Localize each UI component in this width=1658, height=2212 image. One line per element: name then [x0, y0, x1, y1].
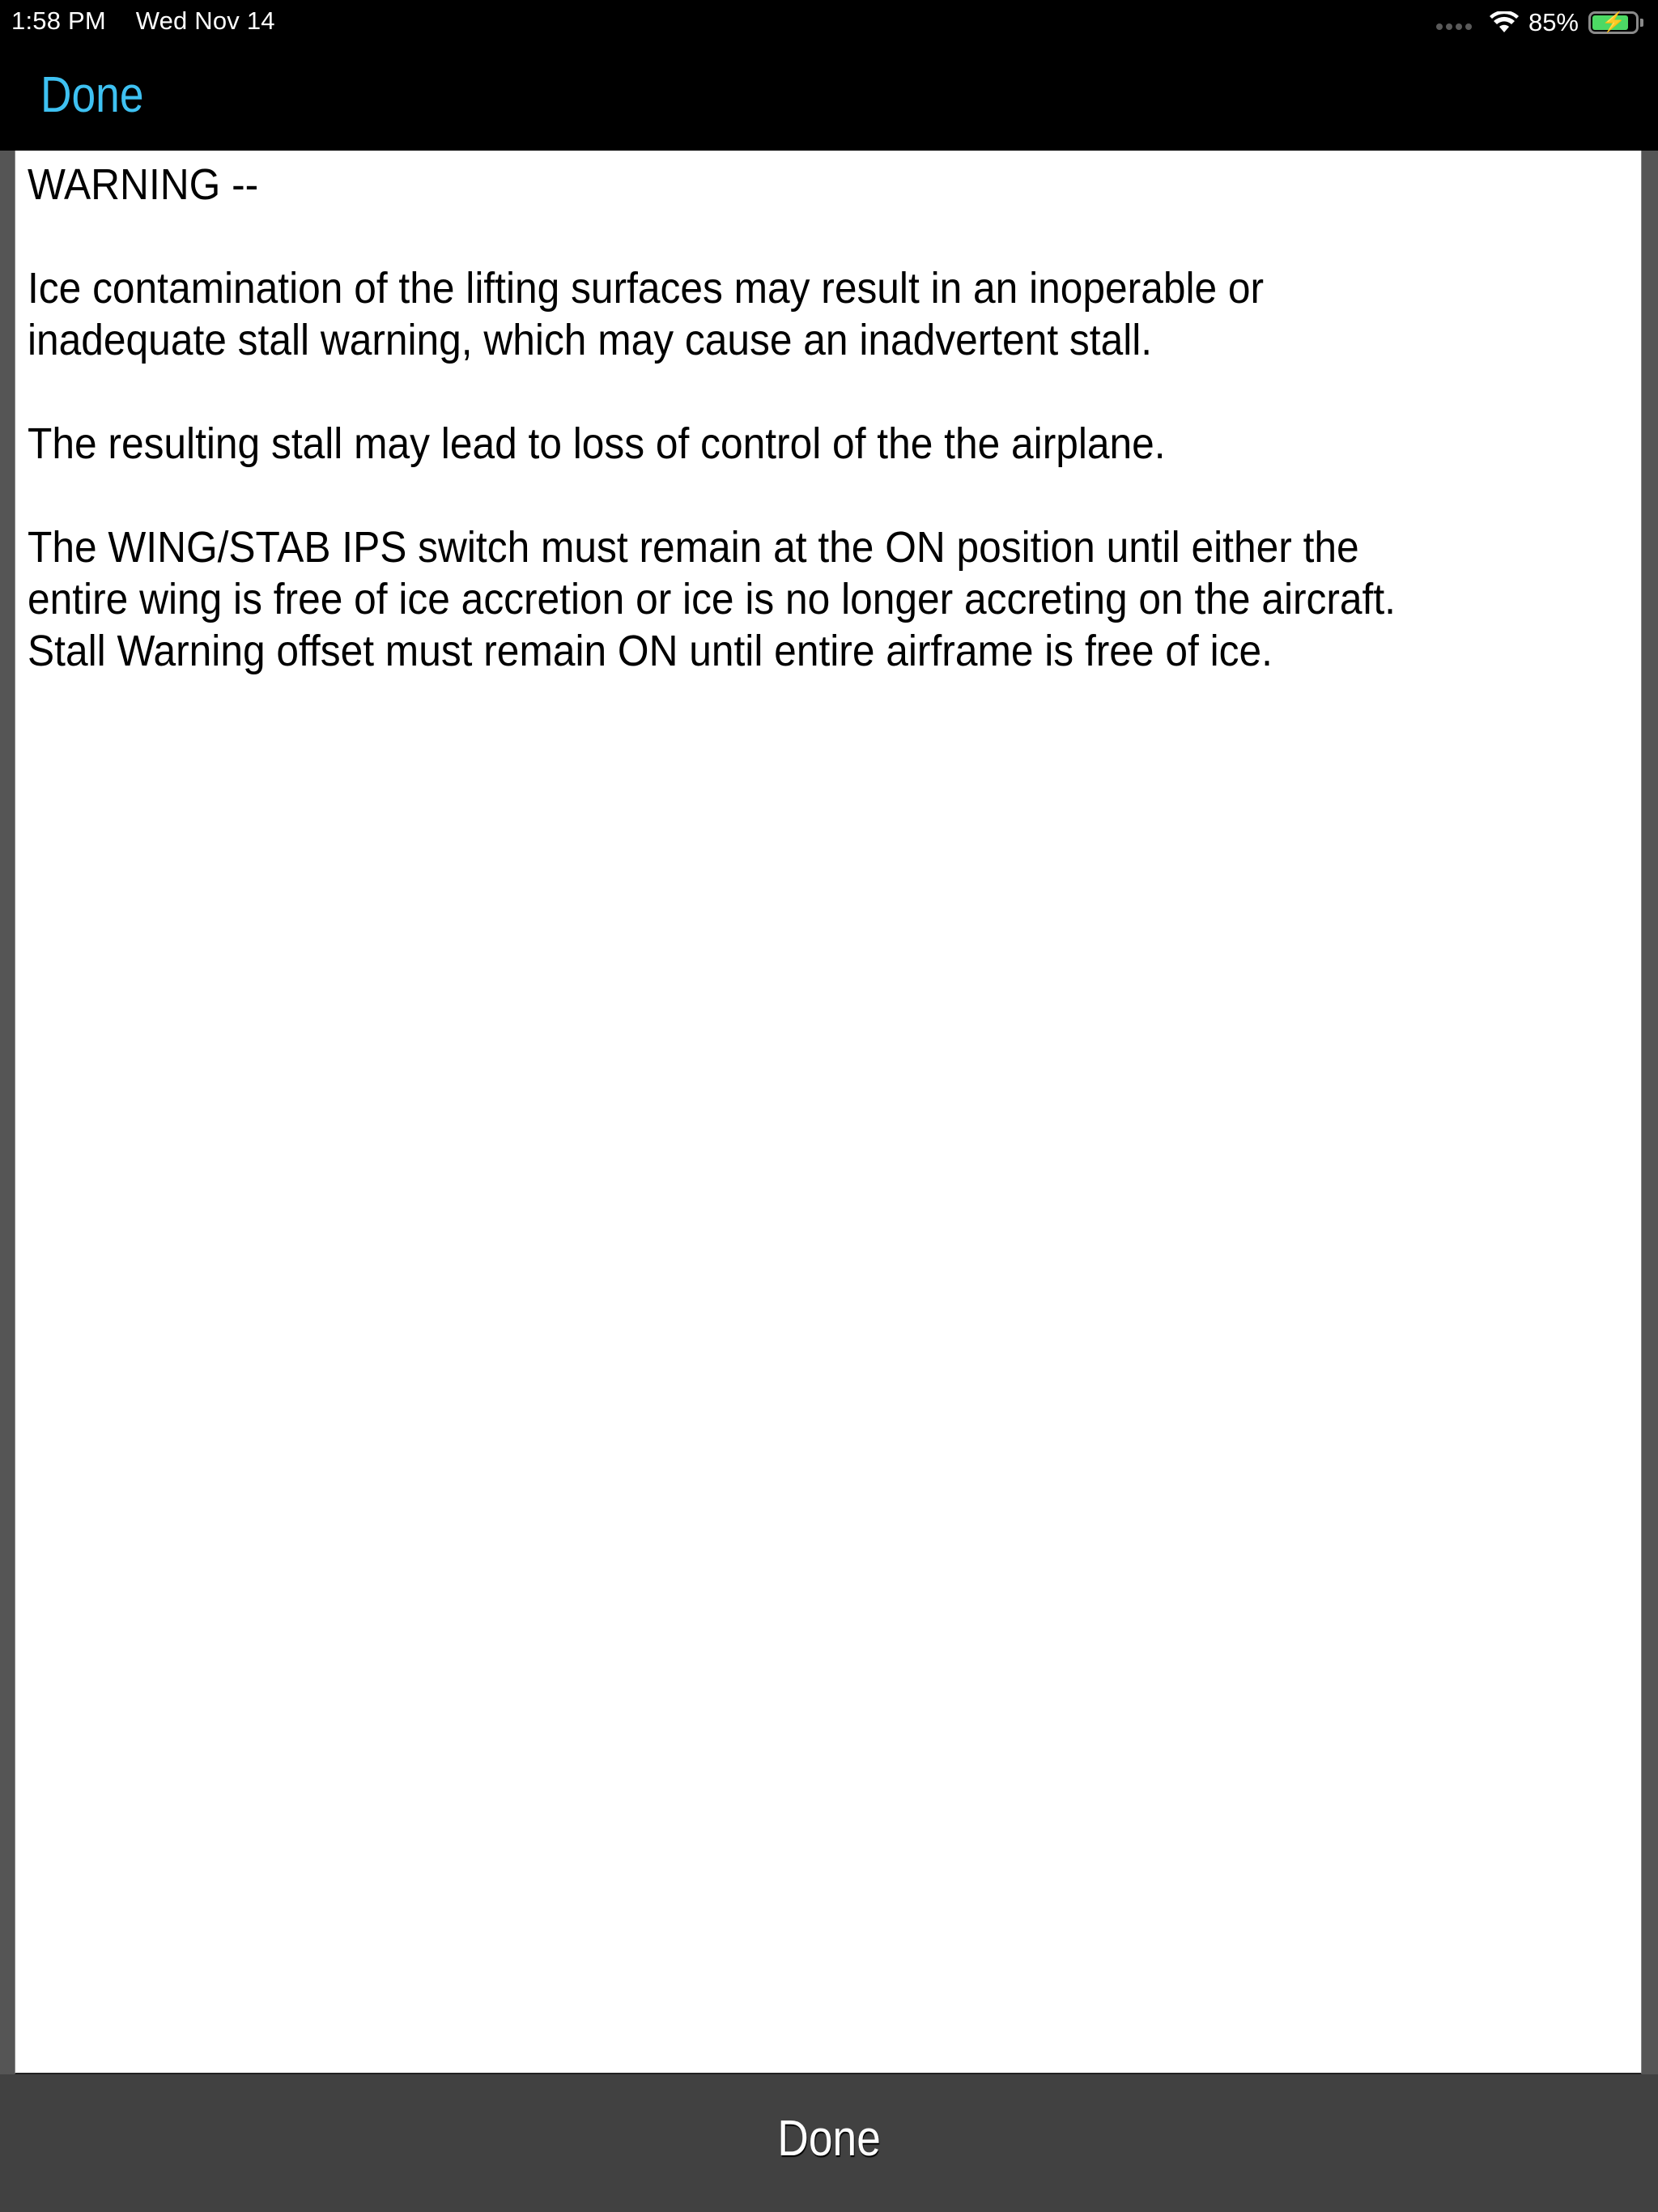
done-button-top[interactable]: Done: [40, 67, 144, 123]
document-view[interactable]: [15, 151, 1642, 2074]
text-line: entire wing is free of ice accretion or ice is no longer accreting on the aircraft.: [28, 575, 1396, 623]
text-line: Ice contamination of the lifting surfaces may result in an inoperable or: [28, 264, 1265, 313]
battery-tip: [1640, 19, 1643, 27]
paragraph-ips-switch: [28, 521, 1629, 677]
bottom-toolbar: [0, 2074, 1658, 2212]
cellular-signal-icon: [1436, 23, 1472, 30]
text-line: The WING/STAB IPS switch must remain at the ON position until either the: [28, 523, 1359, 572]
status-date: Wed Nov 14: [135, 6, 275, 35]
done-button-bottom[interactable]: Done: [777, 2110, 881, 2167]
navigation-bar: [0, 45, 1658, 151]
warning-heading: WARNING --: [28, 160, 259, 209]
wifi-icon: [1490, 11, 1519, 34]
text-line: inadequate stall warning, which may cause an inadvertent stall.: [28, 316, 1153, 364]
text-line: Stall Warning offset must remain ON until entire airframe is free of ice.: [28, 627, 1273, 675]
document-text: [28, 159, 1629, 677]
status-indicators: [1436, 6, 1643, 39]
status-time: 1:58 PM: [11, 6, 106, 35]
battery-percent: 85%: [1528, 8, 1579, 36]
paragraph-ice-contamination: [28, 262, 1629, 366]
paragraph-loss-of-control: [28, 418, 1629, 470]
status-bar: [0, 0, 1658, 45]
status-time-date: [11, 6, 275, 36]
text-line: The resulting stall may lead to loss of control of the the airplane.: [28, 419, 1166, 468]
battery-charging-icon: ⚡: [1588, 11, 1639, 34]
